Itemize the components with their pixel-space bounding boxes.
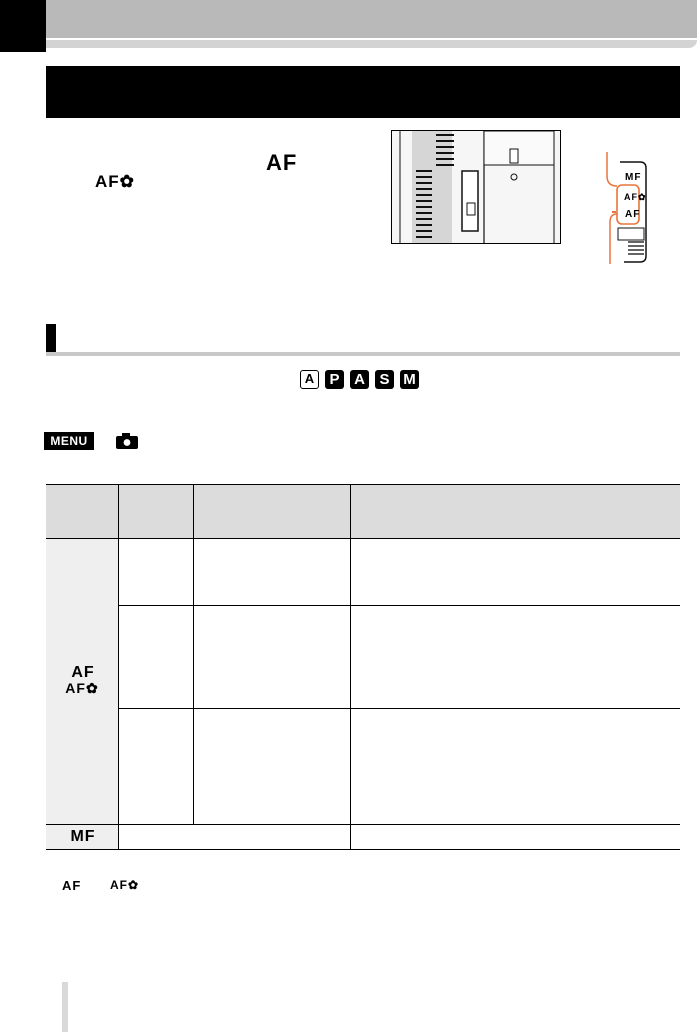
header-corner-block	[0, 0, 46, 52]
header-underline	[46, 40, 697, 48]
mode-icon-A: A	[350, 370, 369, 389]
footnote-af-symbol: AF	[62, 878, 82, 893]
switch-label-afmacro: AF✿	[624, 192, 647, 202]
table-header-row	[46, 484, 680, 538]
page-side-bar	[62, 982, 68, 1032]
camera-photo	[391, 130, 561, 244]
mode-icon-iA: A	[300, 370, 319, 389]
af-symbol: AF	[266, 150, 298, 175]
mode-icon-M: M	[400, 370, 419, 389]
table-row-mf-label: MF	[70, 828, 96, 845]
section-rule	[46, 352, 680, 356]
mode-icon-S: S	[375, 370, 394, 389]
mode-icon-P: P	[325, 370, 344, 389]
camera-tab-icon	[116, 433, 138, 449]
header-band	[46, 0, 697, 38]
menu-badge: MENU	[44, 432, 94, 450]
camera-icon	[392, 131, 561, 244]
switch-label-af: AF	[625, 209, 641, 220]
section-title-bar	[46, 66, 680, 118]
footnote-afmacro-symbol: AF✿	[110, 878, 140, 892]
focus-mode-switch-diagram	[600, 152, 660, 267]
af-macro-symbol: AF✿	[95, 172, 135, 191]
table-row-af-label: AF	[71, 664, 95, 681]
section-marker	[46, 324, 56, 352]
switch-label-mf: MF	[625, 172, 642, 183]
table-row-afmacro-label: AF✿	[65, 680, 99, 696]
